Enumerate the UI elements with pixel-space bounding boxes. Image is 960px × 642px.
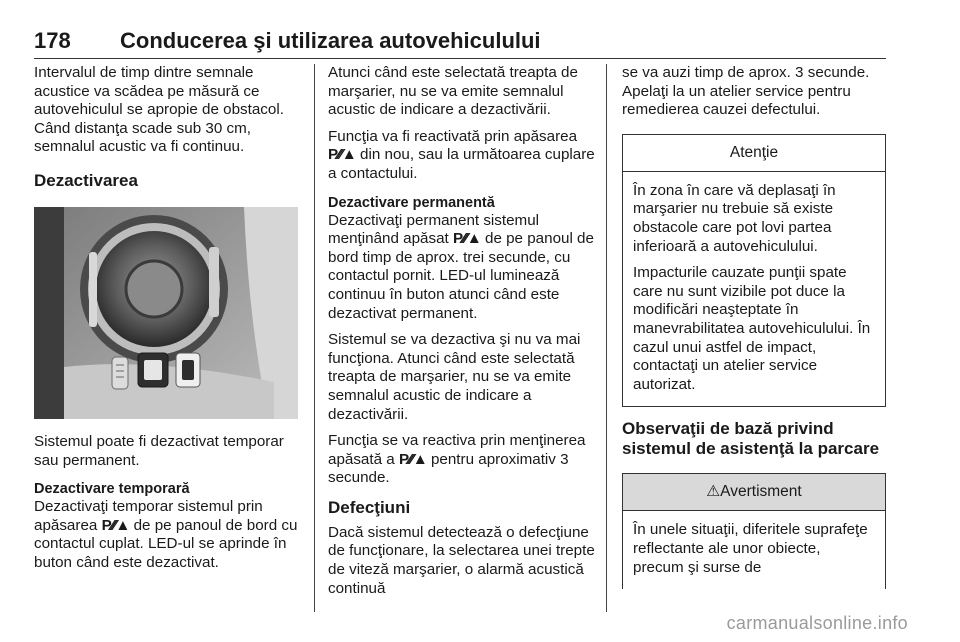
system-deactivated-paragraph: Sistemul se va dezactiva şi nu va mai funcţiona. Atunci când este selectată treapta de marşarier, nu se va emite semnalul acustic de indicare a dezactivării. — [328, 331, 581, 423]
page-number: 178 — [34, 28, 71, 53]
heading-basics: Observaţii de bază privind sistemul de asistenţă la parcare — [622, 419, 880, 459]
continued-paragraph: se va auzi timp de aprox. 3 secunde. Apelaţi la un atelier service pentru remedierea cauzei defectului. — [622, 64, 870, 119]
parking-sensor-icon: P⁄⁄⁄▲ — [398, 450, 427, 468]
deactivation-info: Sistemul poate fi dezactivat temporar sau permanent. — [34, 432, 284, 469]
attention-paragraph-1: În zona în care vă deplasaţi în marşarier nu trebuie să existe obstacole care pot lovi partea inferioară a autovehiculului. — [633, 181, 836, 255]
warning-title — [623, 474, 885, 511]
parking-sensor-icon: P⁄⁄⁄▲ — [328, 146, 356, 164]
subheading-temporary: Dezactivare temporară — [34, 481, 190, 498]
attention-box — [622, 134, 886, 408]
permanent-text-1: Dezactivaţi permanent sistemul menţinând apăsat — [328, 211, 540, 248]
temporary-text-1: Dezactivaţi temporar sistemul prin apăsarea — [34, 498, 263, 534]
parking-sensor-icon: P⁄⁄⁄▲ — [452, 230, 481, 248]
intro-paragraph: Intervalul de timp dintre semnale acustice va scădea pe măsură ce autovehiculul se apropie de obstacol. Când distanţa scade sub 30 cm, semnalul acustic va fi continuu. — [34, 64, 284, 156]
page-title: Conducerea şi utilizarea autovehiculului — [120, 28, 541, 53]
permanent-paragraph — [328, 212, 596, 324]
header-divider — [34, 58, 886, 59]
column-2 — [328, 64, 596, 606]
reactivate-hold-text-1: Funcţia se va reactiva prin menţinerea apăsată a — [328, 432, 586, 468]
reactivation-paragraph — [328, 128, 596, 184]
temporary-paragraph — [34, 498, 300, 572]
reverse-gear-paragraph: Atunci când este selectată treapta de marşarier, nu se va emite semnalul acustic de indicare a dezactivării. — [328, 64, 578, 119]
reactivation-text-2: din nou, sau la următoarea cuplare a contactului. — [328, 146, 595, 182]
heading-faults: Defecţiuni — [328, 497, 411, 517]
subheading-permanent: Dezactivare permanentă — [328, 194, 495, 211]
faults-paragraph: Dacă sistemul detectează o defecţiune de funcţionare, la selectarea unei trepte de viteză marşarier, o alarmă acustică continuă — [328, 523, 595, 597]
reactivate-hold-paragraph — [328, 432, 596, 488]
warning-icon: ⚠ — [706, 483, 721, 501]
page-header — [34, 24, 886, 56]
column-divider-1 — [314, 64, 315, 612]
dashboard-panel-image — [34, 207, 298, 419]
dashboard-photo — [34, 207, 298, 419]
warning-title-text: Avertisment — [720, 483, 802, 501]
warning-paragraph-1: În unele situaţii, diferitele suprafeţe reflectante ale unor obiecte, precum şi surse de — [633, 521, 868, 576]
parking-sensor-icon: P⁄⁄⁄▲ — [101, 516, 130, 534]
reactivate-hold-text-2: pentru aproximativ 3 secunde. — [328, 450, 569, 487]
column-3 — [622, 64, 886, 589]
heading-deactivation: Dezactivarea — [34, 170, 138, 190]
permanent-text-2: de pe panoul de bord timp de aprox. trei secunde, cu contactul pornit. LED-ul luminează continuu în buton atunci când este dezactivat permanent. — [328, 230, 594, 322]
reactivation-text-1: Funcţia va fi reactivată prin apăsarea — [328, 127, 578, 145]
watermark: carmanualsonline.info — [726, 613, 908, 633]
column-divider-2 — [606, 64, 607, 612]
attention-paragraph-2: Impacturile cauzate punţii spate care nu sunt vizibile pot duce la modificări neaşteptate în manevrabilitatea autovehiculului. În cazul unui astfel de impact, contactaţi un atelier service autorizat. — [633, 264, 871, 393]
temporary-text-2: de pe panoul de bord cu contactul cuplat. LED-ul se aprinde în buton când este dezactivat. — [34, 516, 298, 571]
column-1 — [34, 64, 300, 581]
attention-title: Atenţie — [623, 135, 885, 172]
warning-box — [622, 473, 886, 589]
